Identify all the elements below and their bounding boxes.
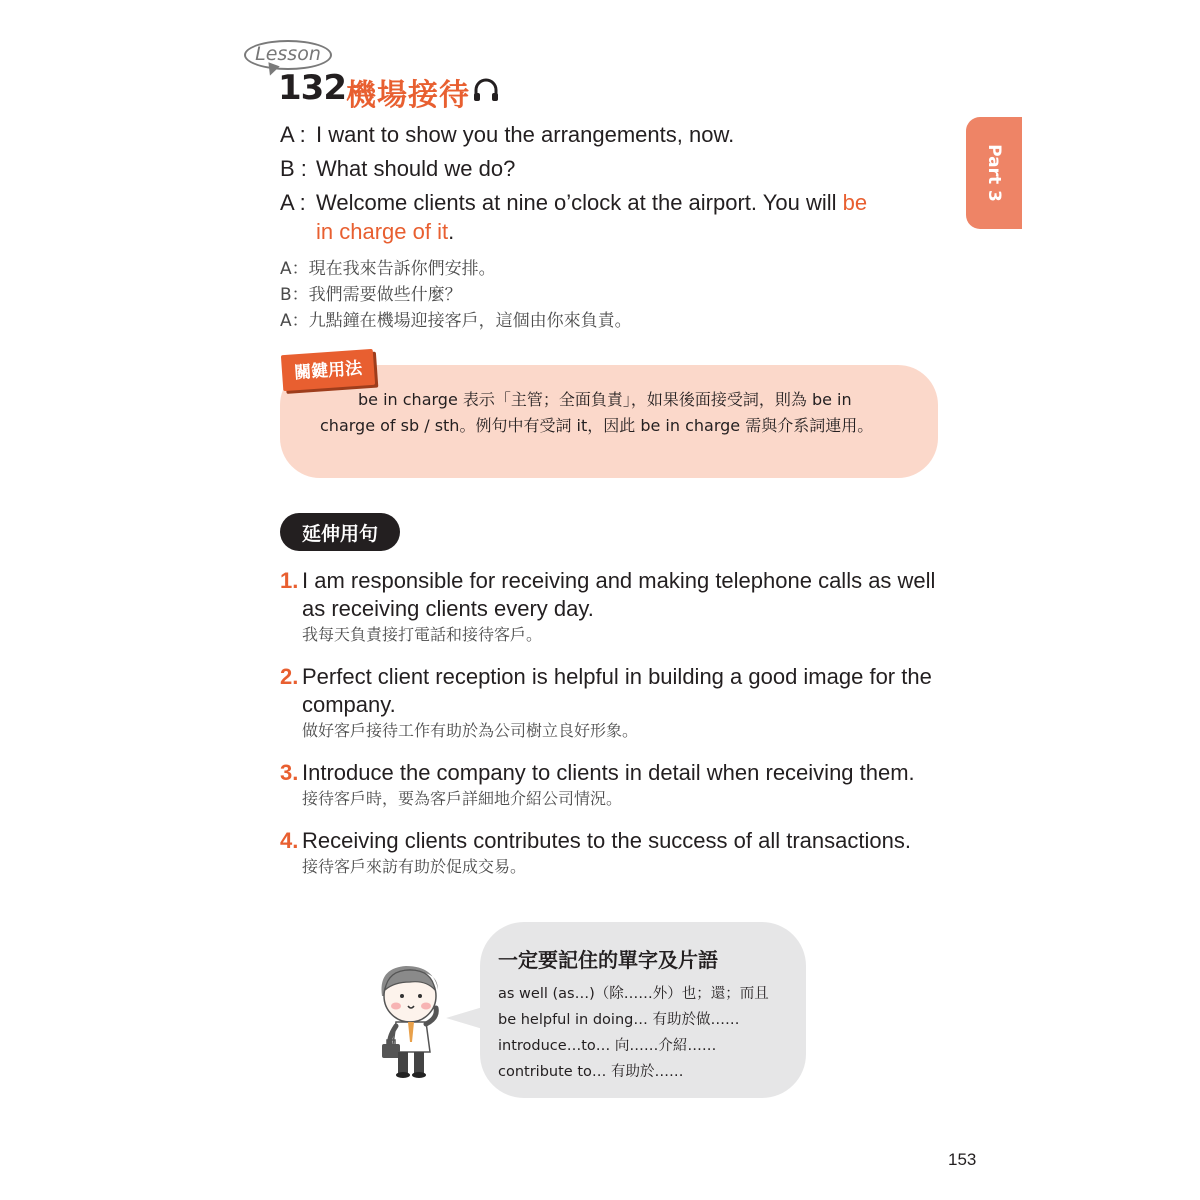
list-item xyxy=(280,759,940,811)
item-number: 3. xyxy=(280,760,299,785)
item-number: 1. xyxy=(280,568,299,593)
list-item xyxy=(280,567,940,647)
dialogue-speaker: A : xyxy=(280,122,306,147)
vocab-item: as well (as…)（除……外）也；還；而且 xyxy=(498,986,769,1002)
dialogue-text-part: I want to show you the arrangements, now. xyxy=(316,122,735,147)
key-usage-tag-label: 關鍵用法 xyxy=(293,358,363,384)
key-phrase-highlight: be in charge of it xyxy=(316,190,868,244)
vocab-item: contribute to… 有助於…… xyxy=(498,1064,684,1080)
translation-line: B：我們需要做些什麼？ xyxy=(280,285,462,305)
dialogue-text-part: Welcome clients at nine o’clock at the airport. You will xyxy=(316,190,843,215)
lesson-number: 132 xyxy=(278,68,346,108)
dialogue-line xyxy=(280,188,880,246)
key-usage-text: be in charge 表示「主管；全面負責」，如果後面接受詞，則為 be in charge of sb / sth。例句中有受詞 it，因此 be in charge 需與介系詞連用。 xyxy=(320,390,874,435)
dialogue-text-part: . xyxy=(448,219,455,244)
vocab-item: be helpful in doing… 有助於做…… xyxy=(498,1012,740,1028)
dialogue-text-part: What should we do? xyxy=(316,156,516,181)
dialogue-line xyxy=(280,120,940,149)
list-item xyxy=(280,827,940,879)
item-chinese: 我每天負責接打電話和接待客戶。 xyxy=(302,625,543,644)
item-chinese: 接待客戶來訪有助於促成交易。 xyxy=(302,857,527,876)
item-english: Perfect client reception is helpful in building a good image for the company. xyxy=(302,664,932,717)
item-chinese: 接待客戶時，要為客戶詳細地介紹公司情況。 xyxy=(302,789,623,808)
dialogue-text xyxy=(316,120,940,149)
headphone-icon[interactable] xyxy=(472,76,500,102)
lesson-label: Lesson xyxy=(255,43,321,65)
item-english: I am responsible for receiving and making telephone calls as well as receiving clients every day. xyxy=(302,568,936,621)
item-chinese: 做好客戶接待工作有助於為公司樹立良好形象。 xyxy=(302,721,639,740)
dialogue-text xyxy=(316,188,880,246)
dialogue-speaker: A : xyxy=(280,190,306,215)
part-tab-label-wrap xyxy=(966,117,1022,229)
vocab-item: introduce…to… 向……介紹…… xyxy=(498,1038,717,1054)
item-english: Receiving clients contributes to the success of all transactions. xyxy=(302,828,911,853)
dialogue-speaker: B : xyxy=(280,156,307,181)
item-english: Introduce the company to clients in detail when receiving them. xyxy=(302,760,915,785)
vocab-title: 一定要記住的單字及片語 xyxy=(498,948,718,972)
dialogue-text xyxy=(316,154,940,183)
dialogue-line xyxy=(280,154,940,183)
vocab-bubble-tail xyxy=(446,1006,486,1030)
page-number: 153 xyxy=(948,1150,977,1169)
item-number: 4. xyxy=(280,828,299,853)
item-number: 2. xyxy=(280,664,299,689)
translation-line: A：現在我來告訴你們安排。 xyxy=(280,259,496,279)
part-tab-label: Part 3 xyxy=(984,144,1005,202)
lesson-title: 機場接待 xyxy=(346,78,470,113)
extended-section-title: 延伸用句 xyxy=(301,523,378,545)
list-item xyxy=(280,663,940,743)
translation-line: A：九點鐘在機場迎接客戶，這個由你來負責。 xyxy=(280,311,632,331)
businessman-mascot-icon xyxy=(372,960,452,1078)
